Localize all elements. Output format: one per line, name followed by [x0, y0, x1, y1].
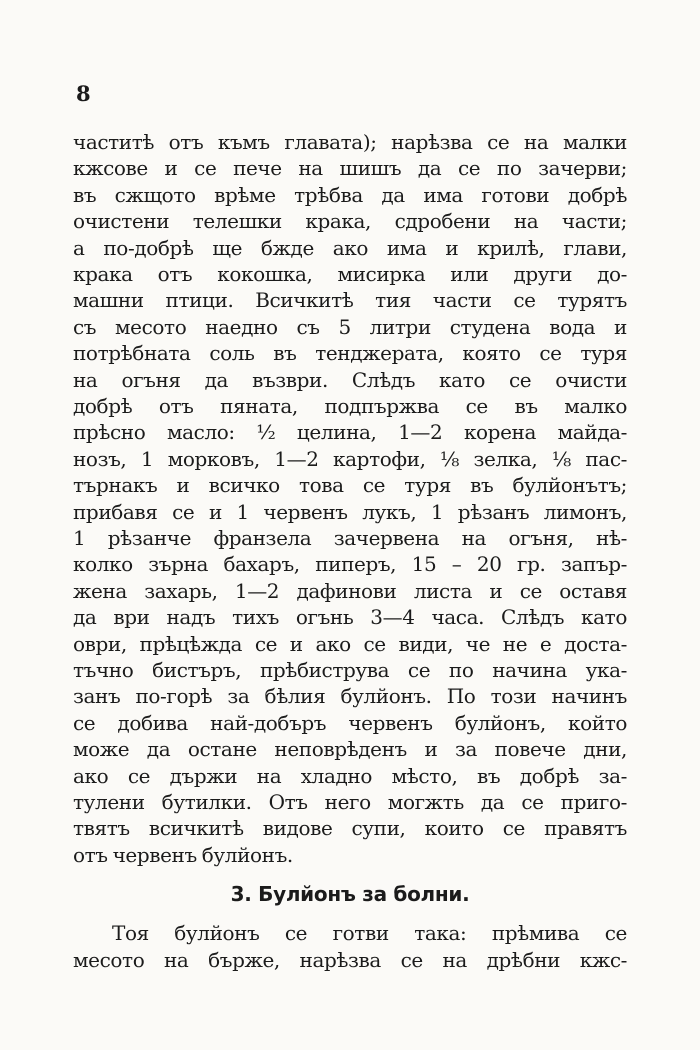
- text-line: очистени телешки крака, сдробени на части;: [73, 209, 627, 234]
- text-line: въ сжщото врѣме трѣбва да има готови добрѣ: [73, 182, 627, 207]
- text-line: прѣсно масло: ½ целина, 1—2 корена майда-: [73, 420, 627, 445]
- text-line: на огъня да възври. Слѣдъ като се очисти: [73, 367, 627, 392]
- text-line: да ври надъ тихъ огънь 3—4 часа. Слѣдъ като: [73, 605, 627, 630]
- text-line: тъчно бистъръ, прѣбиструва се по начина ука-: [73, 658, 627, 682]
- text-line: жена захарь, 1—2 дафинови листа и се оставя: [73, 578, 627, 603]
- text-line: а по-добрѣ ще бжде ако има и крилѣ, глави,: [73, 235, 627, 260]
- text-line: занъ по-горѣ за бѣлия булйонъ. По този начинъ: [73, 684, 627, 709]
- text-line: потрѣбната соль въ тенджерата, която се туря: [73, 341, 627, 366]
- text-line: твятъ всичкитѣ видове супи, които се правятъ: [73, 816, 627, 841]
- text-line: Тоя булйонъ се готви така: прѣмива се: [112, 921, 627, 946]
- text-line: нозъ, 1 морковъ, 1—2 картофи, ⅛ зелка, ⅛ пас-: [73, 446, 627, 471]
- text-line: кжсове и се пече на шишъ да се по зачерви;: [73, 156, 627, 181]
- text-line: месото на бърже, нарѣзва се на дрѣбни кжс-: [73, 947, 627, 972]
- text-line: 1 рѣзанче франзела зачервена на огъня, нѣ-: [73, 526, 627, 550]
- text-line: се добива най-добъръ червенъ булйонъ, който: [73, 710, 627, 735]
- text-line: тулени бутилки. Отъ него могжть да се приго-: [73, 790, 627, 814]
- text-line: крака отъ кокошка, мисирка или други до-: [73, 262, 627, 286]
- text-line: ако се държи на хладно мѣсто, въ добрѣ за-: [73, 763, 627, 788]
- text-line: частитѣ отъ къмъ главата); нарѣзва се на малки: [73, 130, 627, 154]
- text-line: колко зърна бахаръ, пиперъ, 15 – 20 гр. запър-: [73, 552, 627, 577]
- page-number: 8: [76, 81, 91, 106]
- text-line: търнакъ и всичко това се туря въ булйонътъ;: [73, 473, 627, 498]
- text-line: съ месото наедно съ 5 литри студена вода и: [73, 314, 627, 339]
- text-line: прибавя се и 1 червенъ лукъ, 1 рѣзанъ лимонъ,: [73, 499, 627, 524]
- section-heading: 3. Булйонъ за болни.: [230, 882, 470, 907]
- text-line: машни птици. Всичкитѣ тия части се турятъ: [73, 288, 627, 313]
- text-line: отъ червенъ булйонъ.: [73, 842, 293, 867]
- text-line: може да остане неповрѣденъ и за повече дни,: [73, 737, 627, 762]
- text-line: оври, прѣцѣжда се и ако се види, че не е доста-: [73, 631, 627, 656]
- text-line: добрѣ отъ пяната, подпържва се въ малко: [73, 394, 627, 418]
